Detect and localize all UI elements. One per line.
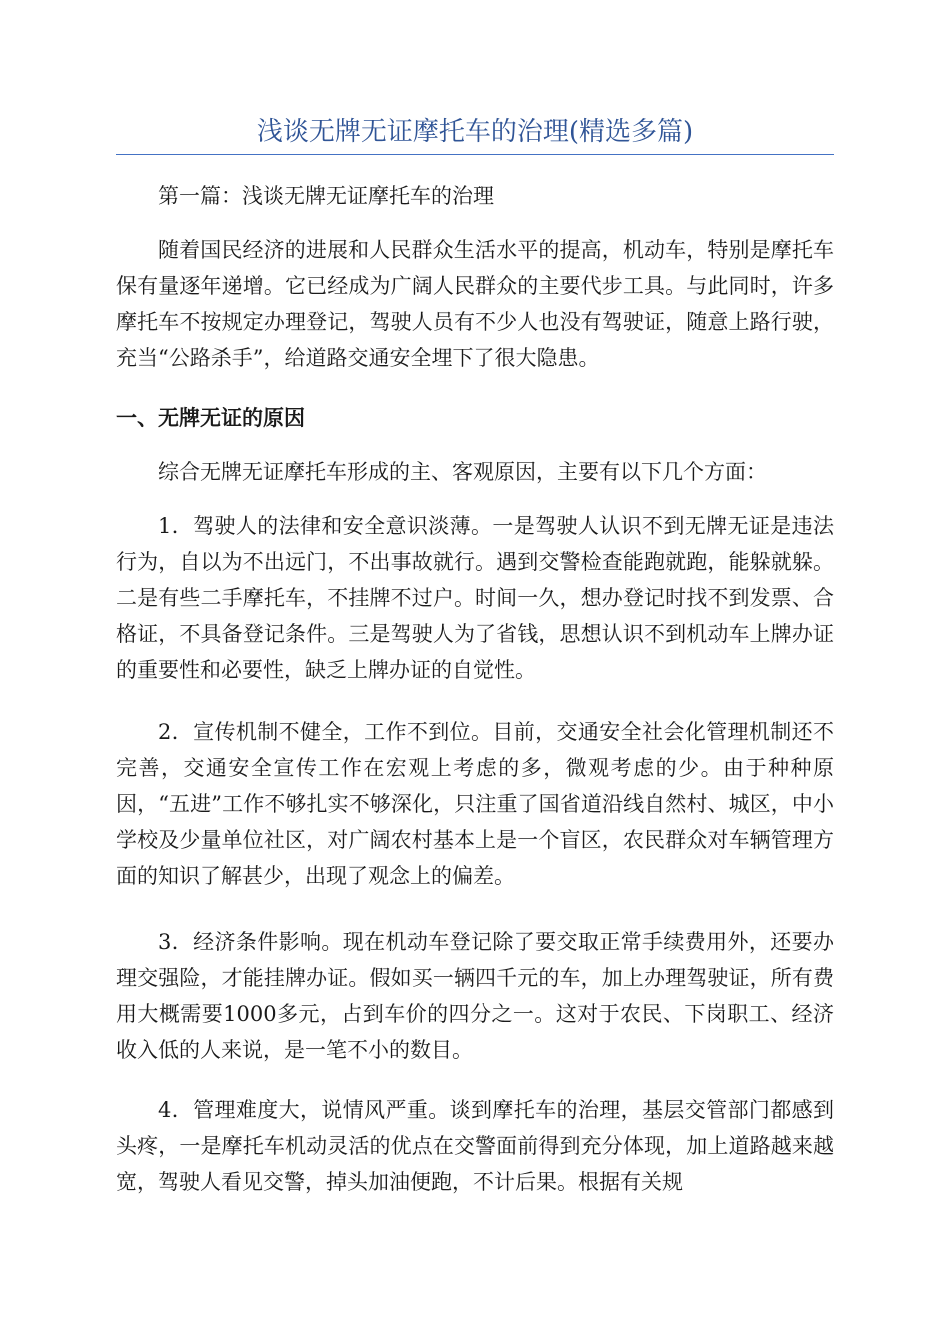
section-heading-causes: 一、无牌无证的原因 (116, 406, 305, 430)
cause-paragraph-4: 4．管理难度大，说情风严重。谈到摩托车的治理，基层交管部门都感到头疼，一是摩托车机动灵活的优点在交警面前得到充分体现，加上道路越来越宽，驾驶人看见交警，掉头加油便跑，不计后果。根据有关规 (116, 1098, 834, 1194)
document-title: 浅谈无牌无证摩托车的治理(精选多篇) (256, 117, 694, 147)
title-underline (116, 154, 834, 155)
intro-paragraph: 随着国民经济的进展和人民群众生活水平的提高，机动车，特别是摩托车保有量逐年递增。它已经成为广阔人民群众的主要代步工具。与此同时，许多摩托车不按规定办理登记，驾驶人员有不少人也没有驾驶证，随意上路行驶，充当“公路杀手”，给道路交通安全埋下了很大隐患。 (116, 238, 834, 370)
cause-paragraph-2: 2．宣传机制不健全，工作不到位。目前，交通安全社会化管理机制还不完善，交通安全宣传工作在宏观上考虑的多，微观考虑的少。由于种种原因，“五进”工作不够扎实不够深化，只注重了国省道沿线自然村、城区，中小学校及少量单位社区，对广阔农村基本上是一个盲区，农民群众对车辆管理方面的知识了解甚少，出现了观念上的偏差。 (116, 720, 834, 888)
cause-paragraph-3: 3．经济条件影响。现在机动车登记除了要交取正常手续费用外，还要办理交强险，才能挂牌办证。假如买一辆四千元的车，加上办理驾驶证，所有费用大概需要1000多元，占到车价的四分之一。这对于农民、下岗职工、经济收入低的人来说，是一笔不小的数目。 (116, 930, 834, 1062)
causes-intro-paragraph: 综合无牌无证摩托车形成的主、客观原因，主要有以下几个方面： (158, 460, 767, 484)
section-heading-first-article: 第一篇：浅谈无牌无证摩托车的治理 (158, 184, 494, 208)
cause-paragraph-1: 1．驾驶人的法律和安全意识淡薄。一是驾驶人认识不到无牌无证是违法行为，自以为不出远门，不出事故就行。遇到交警检查能跑就跑，能躲就躲。二是有些二手摩托车，不挂牌不过户。时间一久，想办登记时找不到发票、合格证，不具备登记条件。三是驾驶人为了省钱，思想认识不到机动车上牌办证的重要性和必要性，缺乏上牌办证的自觉性。 (116, 514, 834, 682)
